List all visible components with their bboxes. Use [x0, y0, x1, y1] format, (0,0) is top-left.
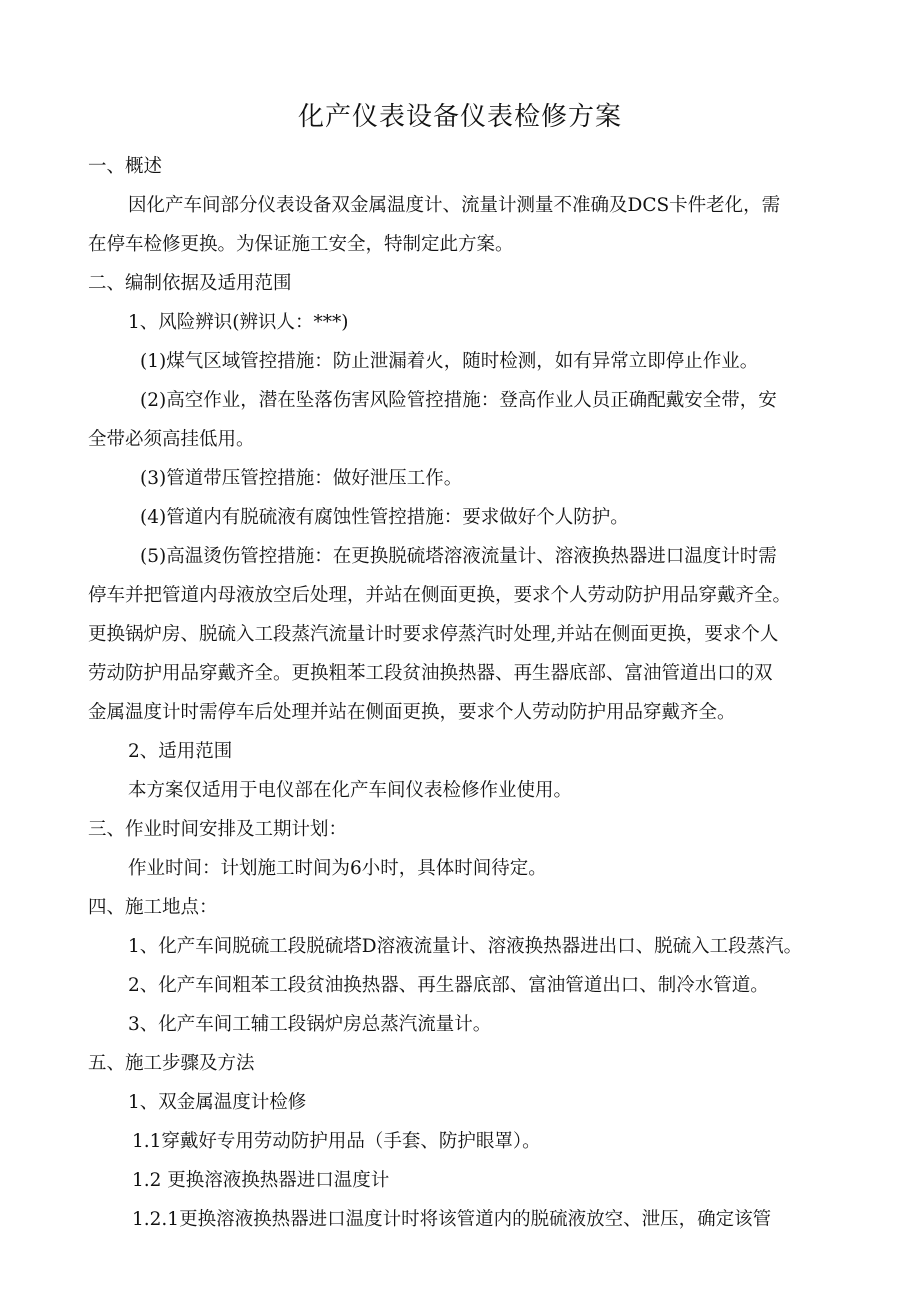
- text-line: 五、施工步骤及方法: [88, 1053, 255, 1074]
- text-line: 2、适用范围: [128, 741, 233, 762]
- text-line: 劳动防护用品穿戴齐全。更换粗苯工段贫油换热器、再生器底部、富油管道出口的双: [88, 663, 773, 684]
- text-line: 1.2.1更换溶液换热器进口温度计时将该管道内的脱硫液放空、泄压，确定该管: [132, 1209, 772, 1230]
- text-line: 一、概述: [88, 156, 163, 177]
- document-body: [88, 147, 858, 1239]
- text-line: 3、化产车间工辅工段锅炉房总蒸汽流量计。: [128, 1014, 492, 1035]
- text-line: 在停车检修更换。为保证施工安全，特制定此方案。: [88, 234, 514, 255]
- text-line: 1.1穿戴好专用劳动防护用品（手套、防护眼罩）。: [132, 1131, 541, 1152]
- text-line: 更换锅炉房、脱硫入工段蒸汽流量计时要求停蒸汽时处理,并站在侧面更换，要求个人: [88, 624, 779, 645]
- text-line: 1.2 更换溶液换热器进口温度计: [132, 1170, 390, 1191]
- text-line: 金属温度计时需停车后处理并站在侧面更换，要求个人劳动防护用品穿戴齐全。: [88, 702, 736, 723]
- text-line: (4)管道内有脱硫液有腐蚀性管控措施：要求做好个人防护。: [140, 507, 629, 528]
- text-line: 2、化产车间粗苯工段贫油换热器、再生器底部、富油管道出口、制冷水管道。: [128, 975, 769, 996]
- text-line: 1、风险辨识(辨识人：***): [128, 312, 349, 333]
- document-title: 化产仪表设备仪表检修方案: [297, 102, 622, 132]
- text-line: 全带必须高挂低用。: [88, 429, 255, 450]
- text-line: 二、编制依据及适用范围: [88, 273, 292, 294]
- text-line: 1、化产车间脱硫工段脱硫塔D溶液流量计、溶液换热器进出口、脱硫入工段蒸汽。: [128, 936, 803, 957]
- text-line: (3)管道带压管控措施：做好泄压工作。: [140, 468, 463, 489]
- text-line: 停车并把管道内母液放空后处理，并站在侧面更换，要求个人劳动防护用品穿戴齐全。: [88, 585, 792, 606]
- text-line: (1)煤气区域管控措施：防止泄漏着火，随时检测，如有异常立即停止作业。: [140, 351, 759, 372]
- text-line: 三、作业时间安排及工期计划：: [88, 819, 348, 840]
- text-line: 四、施工地点：: [88, 897, 218, 918]
- text-line: 1、双金属温度计检修: [128, 1092, 307, 1113]
- text-line: 本方案仅适用于电仪部在化产车间仪表检修作业使用。: [128, 780, 573, 801]
- text-line: (5)高温烫伤管控措施：在更换脱硫塔溶液流量计、溶液换热器进口温度计时需: [140, 546, 777, 567]
- text-line: 因化产车间部分仪表设备双金属温度计、流量计测量不准确及DCS卡件老化，需: [128, 195, 781, 216]
- text-line: (2)高空作业，潜在坠落伤害风险管控措施：登高作业人员正确配戴安全带，安: [140, 390, 777, 411]
- text-line: 作业时间：计划施工时间为6小时，具体时间待定。: [128, 858, 547, 879]
